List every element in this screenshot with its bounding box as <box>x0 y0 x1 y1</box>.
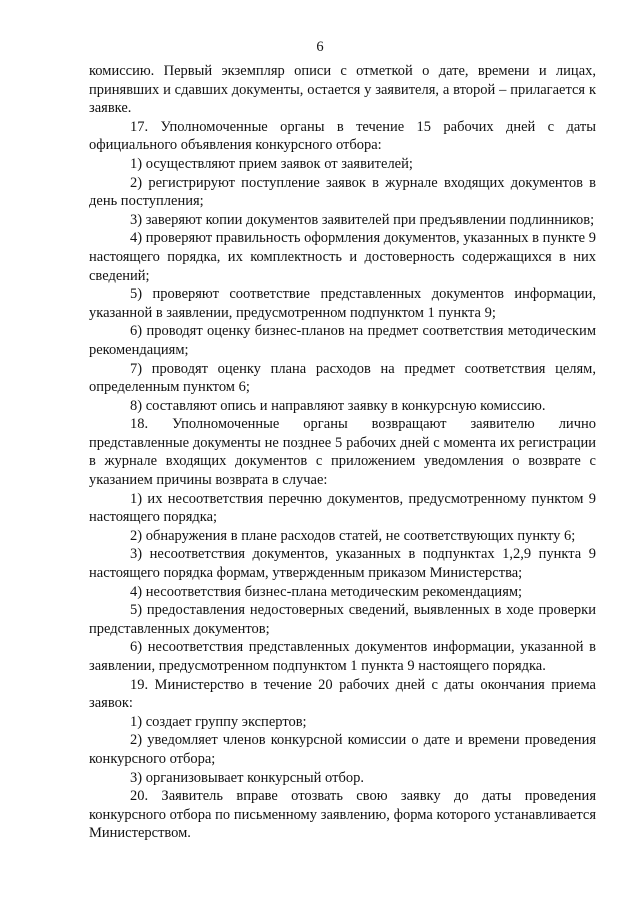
list-item: 4) несоответствия бизнес-плана методическим рекомендациям; <box>130 583 523 600</box>
list-item: 1) их несоответствия перечню документов, предусмотренному пунктом 9 настоящего порядка; <box>89 490 596 526</box>
list-item: 4) проверяют правильность оформления документов, указанных в пункте 9 настоящего порядка, их комплектность и достоверность содержащихся в них сведений; <box>89 230 596 284</box>
paragraph-18: 18. Уполномоченные органы возвращают заявителю лично представленные документы не позднее 5 рабочих дней с момента их регистрации в журнале входящих документов с приложением уведомления о возврате с указанием причины возврата в случае: <box>89 416 596 489</box>
paragraph-17: 17. Уполномоченные органы в течение 15 рабочих дней с даты официального объявления конкурсного отбора: <box>89 118 596 154</box>
list-item: 2) обнаружения в плане расходов статей, не соответствующих пункту 6; <box>130 527 576 544</box>
document-body <box>89 62 596 843</box>
paragraph-continuation: комиссию. Первый экземпляр описи с отметкой о дате, времени и лицах, принявших и сдавших документы, остается у заявителя, а второй – прилагается к заявке. <box>89 63 596 117</box>
paragraph-19: 19. Министерство в течение 20 рабочих дней с даты окончания приема заявок: <box>89 676 596 712</box>
list-item: 2) регистрируют поступление заявок в журнале входящих документов в день поступления; <box>89 174 596 210</box>
list-item: 3) организовывает конкурсный отбор. <box>130 769 364 786</box>
list-item: 1) осуществляют прием заявок от заявителей; <box>130 155 413 172</box>
page-number: 6 <box>316 39 324 55</box>
list-item: 6) проводят оценку бизнес-планов на предмет соответствия методическим рекомендациям; <box>89 323 596 358</box>
paragraph-20: 20. Заявитель вправе отозвать свою заявку до даты проведения конкурсного отбора по письменному заявлению, форма которого устанавливается Министерством. <box>89 788 596 842</box>
list-item: 8) составляют опись и направляют заявку в конкурсную комиссию. <box>130 397 546 414</box>
list-item: 2) уведомляет членов конкурсной комиссии о дате и времени проведения конкурсного отбора; <box>89 732 596 767</box>
list-item: 5) проверяют соответствие представленных документов информации, указанной в заявлении, предусмотренном подпунктом 1 пункта 9; <box>89 286 596 321</box>
list-item: 7) проводят оценку плана расходов на предмет соответствия целям, определенным пунктом 6; <box>89 360 596 396</box>
list-item: 3) несоответствия документов, указанных в подпунктах 1,2,9 пункта 9 настоящего порядка формам, утвержденным приказом Министерства; <box>89 546 596 582</box>
list-item: 6) несоответствия представленных документов информации, указанной в заявлении, предусмотренном подпунктом 1 пункта 9 настоящего порядка. <box>89 639 596 674</box>
list-item: 3) заверяют копии документов заявителей при предъявлении подлинников; <box>130 211 595 228</box>
list-item: 5) предоставления недостоверных сведений, выявленных в ходе проверки представленных документов; <box>89 602 596 637</box>
list-item: 1) создает группу экспертов; <box>130 713 307 730</box>
